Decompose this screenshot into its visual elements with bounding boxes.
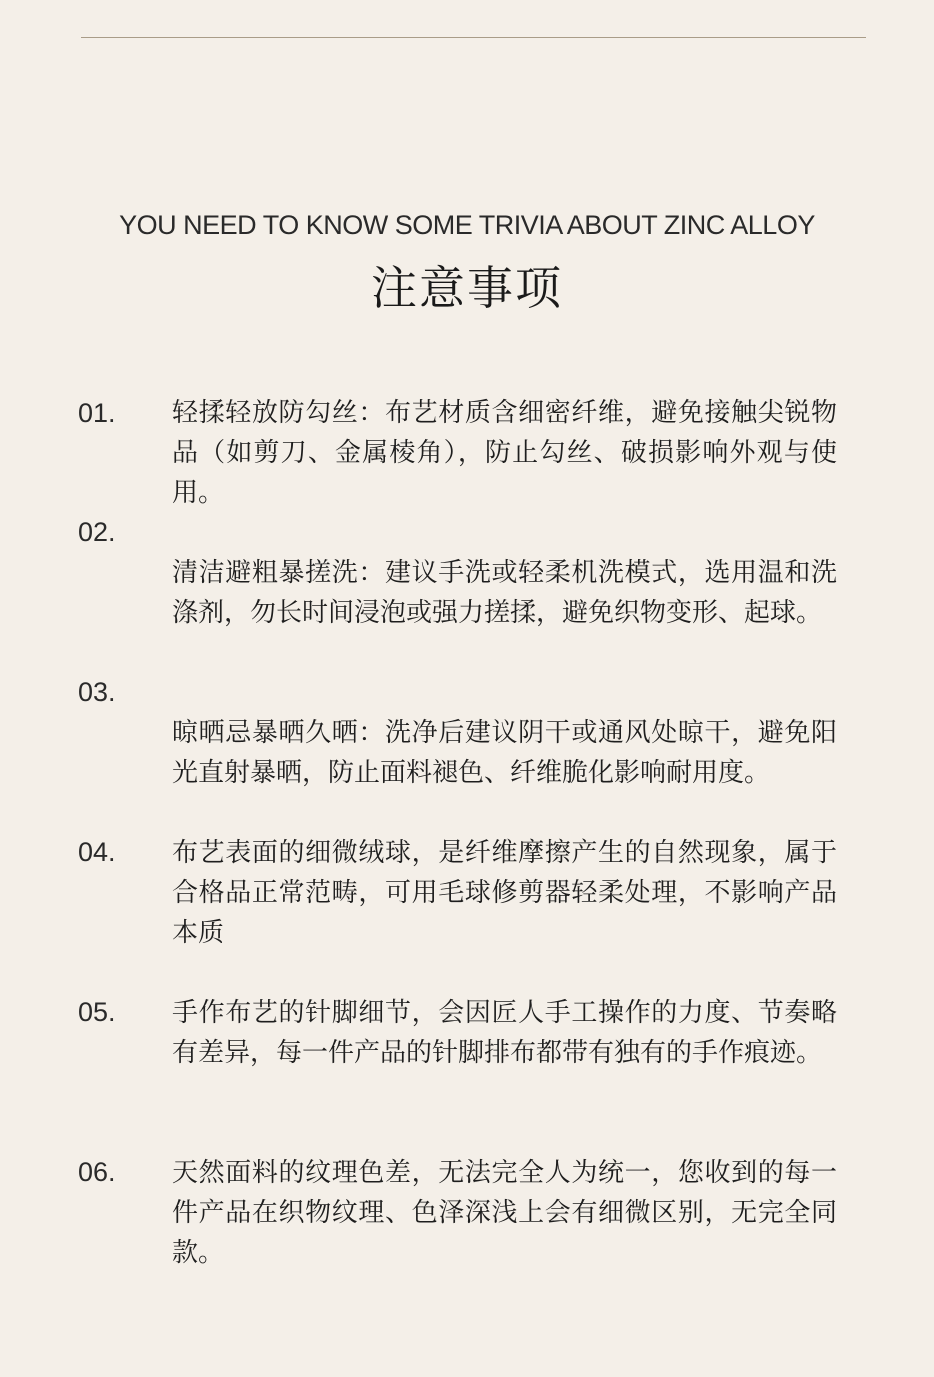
top-divider (81, 37, 866, 38)
item-text-05: 手作布艺的针脚细节，会因匠人手工操作的力度、节奏略有差异，每一件产品的针脚排布都带有独有的手作痕迹。 (172, 998, 837, 1068)
item-number-02: 02. (78, 517, 116, 547)
page-title: 注意事项 (371, 261, 563, 315)
item-number-03: 03. (78, 677, 116, 707)
item-text-01: 轻揉轻放防勾丝：布艺材质含细密纤维，避免接触尖锐物品（如剪刀、金属棱角），防止勾丝、破损影响外观与使用。 (172, 398, 837, 508)
item-number-01: 01. (78, 398, 116, 428)
section-subtitle: YOU NEED TO KNOW SOME TRIVIA ABOUT ZINC ALLOY (119, 210, 815, 240)
item-text-04: 布艺表面的细微绒球，是纤维摩擦产生的自然现象，属于合格品正常范畴，可用毛球修剪器轻柔处理，不影响产品本质 (172, 838, 837, 948)
item-number-05: 05. (78, 997, 116, 1027)
item-text-03: 晾晒忌暴晒久晒：洗净后建议阴干或通风处晾干，避免阳光直射暴晒，防止面料褪色、纤维脆化影响耐用度。 (172, 718, 837, 788)
item-text-06: 天然面料的纹理色差，无法完全人为统一，您收到的每一件产品在织物纹理、色泽深浅上会有细微区别，无完全同款。 (172, 1158, 837, 1268)
item-number-06: 06. (78, 1157, 116, 1187)
item-text-02: 清洁避粗暴搓洗：建议手洗或轻柔机洗模式，选用温和洗涤剂，勿长时间浸泡或强力搓揉，避免织物变形、起球。 (172, 558, 837, 628)
item-number-04: 04. (78, 837, 116, 867)
